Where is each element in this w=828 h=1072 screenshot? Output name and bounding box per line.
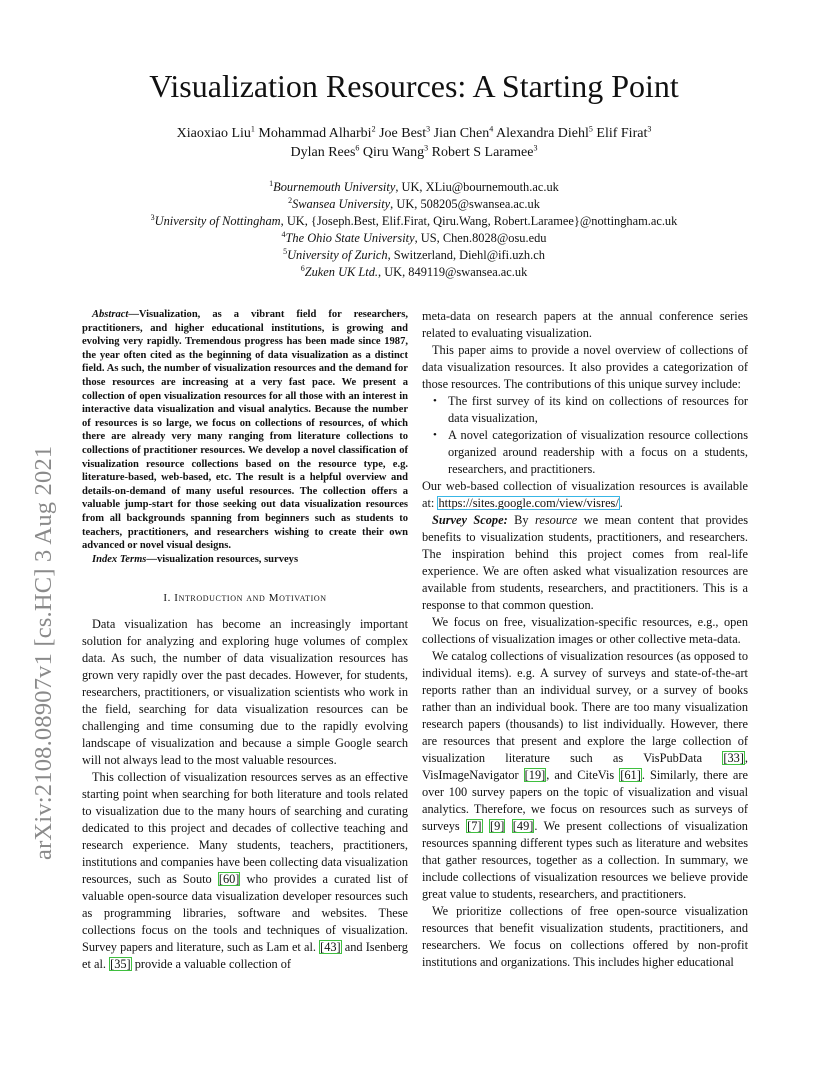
survey-scope-lead: Survey Scope: bbox=[432, 513, 508, 527]
author-name: Xiaoxiao Liu bbox=[176, 126, 251, 141]
focus-paragraph: We focus on free, visualization-specific resources, e.g., open collections of visualization images or other collective meta-data. bbox=[422, 615, 748, 646]
citation-link[interactable]: [7] bbox=[467, 819, 482, 833]
author-name: Dylan Rees bbox=[290, 145, 356, 160]
author-name: Elif Firat bbox=[596, 126, 648, 141]
affiliation-line bbox=[60, 213, 768, 230]
abstract bbox=[82, 308, 408, 553]
institution-name: Bournemouth University bbox=[273, 180, 396, 194]
affiliation-details: , UK, 849119@swansea.ac.uk bbox=[378, 264, 528, 279]
abstract-lead: Abstract bbox=[92, 309, 129, 320]
author bbox=[290, 145, 359, 160]
author bbox=[363, 145, 428, 160]
author-affiliation-number: 3 bbox=[647, 124, 652, 134]
text-run: . Similarly, there are over 100 survey papers on the topic of visualization and visual analytics. Therefore, we focus on resources such as surveys of surveys bbox=[422, 768, 748, 833]
author-affiliation-number: 4 bbox=[489, 124, 494, 134]
author-affiliation-number: 2 bbox=[371, 124, 376, 134]
text-run: and Isenberg et al. bbox=[82, 940, 408, 972]
text-run: resource bbox=[535, 513, 578, 527]
bullet-icon: • bbox=[433, 395, 437, 407]
author bbox=[379, 126, 430, 141]
author bbox=[496, 126, 593, 141]
list-item-text: The first survey of its kind on collections of resources for data visualization, bbox=[448, 394, 748, 425]
author-list bbox=[100, 124, 728, 162]
institution-name: Zuken UK Ltd. bbox=[304, 264, 379, 279]
list-item-text: A novel categorization of visualization resource collections organized around readership with a focus on a students, researchers, and practitioners. bbox=[448, 428, 748, 476]
affiliation-line bbox=[60, 196, 768, 213]
affiliation-line bbox=[60, 247, 768, 264]
citation-link[interactable]: [49] bbox=[512, 819, 534, 833]
author-affiliation-number: 5 bbox=[588, 124, 593, 134]
text-run: who provides a curated list of valuable open-source data visualization developer resources such as programming libraries, software and websites. These collections focus on the tools and techniques of visualization. Survey papers and literature, such as Lam et al. bbox=[82, 872, 408, 955]
citation-link[interactable]: [43] bbox=[320, 940, 341, 955]
list-item bbox=[433, 427, 748, 478]
affiliation-details: , UK, 508205@swansea.ac.uk bbox=[390, 196, 540, 211]
institution-name: University of Zurich bbox=[287, 247, 388, 262]
left-column bbox=[82, 308, 408, 973]
affiliation-details: , Switzerland, Diehl@ifi.uzh.ch bbox=[387, 247, 545, 262]
arxiv-identifier-stamp: arXiv:2108.08907v1 [cs.HC] 3 Aug 2021 bbox=[30, 445, 57, 860]
text-run: By bbox=[507, 513, 536, 527]
text-run: This collection of visualization resources serves as an effective starting point when searching for both literature and tools related to visualization due to the many hours of searching and curating dedicated to this project and decades of collective teaching and research experience. Many students, teachers, practitioners, institutions and companies have been collecting data visualization resources, such as Souto bbox=[82, 770, 408, 887]
citation-link[interactable]: [35] bbox=[110, 957, 131, 972]
author-affiliation-number: 1 bbox=[250, 124, 255, 134]
text-run: We catalog collections of visualization resources (as opposed to individual items). e.g. A survey of surveys and state-of-the-art reports rather than an individual survey, or a survey of books rather than an individual book. There are too many visualization research papers (thousands) to list individually. However, there are resources that present and explore the large collection of visualization literature such as VisPubData bbox=[422, 649, 748, 765]
author-affiliation-number: 3 bbox=[533, 143, 538, 153]
text-run: , VisImageNavigator bbox=[422, 751, 748, 782]
affiliation-line bbox=[60, 179, 768, 196]
section-heading-introduction: I. Introduction and Motivation bbox=[163, 592, 327, 605]
author-name: Joe Best bbox=[379, 126, 427, 141]
prioritize-paragraph: We prioritize collections of free open-source visualization resources that benefit visualization students, practitioners, and researchers. We focus on collections offered by non-profit institutions and organizations. This includes higher educational bbox=[422, 904, 748, 969]
affiliation-line bbox=[60, 230, 768, 247]
author-name: Robert S Laramee bbox=[431, 145, 534, 160]
affiliation-details: , UK, XLiu@bournemouth.ac.uk bbox=[395, 180, 559, 194]
website-link[interactable]: https://sites.google.com/view/visres/ bbox=[438, 496, 619, 510]
author-affiliation-number: 3 bbox=[426, 124, 431, 134]
text-run: provide a valuable collection of bbox=[131, 957, 292, 972]
continued-paragraph: meta-data on research papers at the annual conference series related to evaluating visualization. bbox=[422, 309, 748, 340]
affiliation-number: 3 bbox=[150, 212, 155, 222]
intro-paragraph-2 bbox=[82, 769, 408, 973]
survey-scope-paragraph bbox=[422, 512, 748, 614]
affiliation-number: 4 bbox=[281, 229, 286, 239]
citation-link[interactable]: [61] bbox=[620, 768, 641, 782]
author bbox=[177, 126, 255, 141]
affiliation-line bbox=[60, 264, 768, 281]
citation-link[interactable]: [60] bbox=[218, 872, 240, 887]
author bbox=[434, 126, 494, 141]
index-terms-text: —visualization resources, surveys bbox=[146, 553, 299, 565]
institution-name: University of Nottingham bbox=[154, 213, 281, 228]
right-column bbox=[422, 308, 748, 971]
text-run: . bbox=[619, 496, 623, 510]
abstract-text: —Visualization, as a vibrant field for researchers, practitioners, and higher educational institutions, is growing and evolving very rapidly. Tremendous progress has been made since 1987, the year often cited as the beginning of data visualization as a distinct field. As such, the number of visualization resources and the demand for those resources are increasing at a very fast pace. We present a collection of open visualization resources for all those with an interest in interactive data visualization and visual analytics. Because the number of resources is so large, we focus on collections of resources, of which there are already very many ranging from literature collections to collections of practitioner resources. We develop a novel classification of visualization resource collections based on the resource type, e.g. literature-based, web-based, etc. The result is a helpful overview and details-on-demand of many useful resources. The collection offers a valuable jump-start for those seeking out data visualization resources from all backgrounds spanning from beginners such as students to teachers, practitioners, and researchers wishing to create their own advanced or novel visual designs. bbox=[82, 309, 408, 552]
bullet-icon: • bbox=[433, 429, 437, 441]
affiliation-details: , US, Chen.8028@osu.edu bbox=[414, 230, 547, 245]
affiliation-number: 2 bbox=[288, 195, 293, 205]
index-terms-lead: Index Terms bbox=[92, 553, 147, 565]
list-item bbox=[433, 393, 748, 427]
author bbox=[596, 126, 651, 141]
aims-paragraph: This paper aims to provide a novel overview of collections of data visualization resources. It also provides a categorization of those resources. The contributions of this unique survey include: bbox=[422, 343, 748, 391]
intro-paragraph-1: Data visualization has become an increasingly important solution for analyzing and exploring huge volumes of complex data. As such, the number of data visualization resources has grown very rapidly over the past decades. However, for students, researchers, practitioners, or visualization scientists who work in the field, searching for data visualization resources can be challenging and time consuming due to the rapidly evolving landscape of visualization and because a simple Google search will not always lead to the most valuable resources. bbox=[82, 617, 408, 768]
affiliation-number: 5 bbox=[283, 246, 288, 256]
contributions-list bbox=[422, 393, 748, 478]
paper-title: Visualization Resources: A Starting Point bbox=[149, 68, 679, 104]
web-collection-paragraph bbox=[422, 478, 748, 512]
affiliation-number: 6 bbox=[300, 263, 305, 273]
author-name: Alexandra Diehl bbox=[495, 126, 589, 141]
author bbox=[258, 126, 375, 141]
author bbox=[432, 145, 538, 160]
catalog-paragraph bbox=[422, 648, 748, 903]
index-terms bbox=[82, 553, 408, 567]
author-name: Jian Chen bbox=[433, 126, 490, 141]
institution-name: Swansea University bbox=[292, 196, 391, 211]
affiliation-details: , UK, {Joseph.Best, Elif.Firat, Qiru.Wang, Robert.Laramee}@nottingham.ac.uk bbox=[280, 213, 678, 228]
author-affiliation-number: 3 bbox=[424, 143, 429, 153]
citation-link[interactable]: [9] bbox=[489, 819, 505, 833]
author-name: Mohammad Alharbi bbox=[258, 126, 372, 141]
citation-link[interactable]: [33] bbox=[723, 751, 744, 765]
affiliation-list bbox=[60, 179, 768, 280]
author-name: Qiru Wang bbox=[362, 145, 425, 160]
text-run: we mean content that provides benefits to visualization students, practitioners, and researchers. The inspiration behind this project comes from real-life experience. We are often asked what visualization resources are available from students, researchers, and practitioners. This is a response to that common question. bbox=[422, 513, 749, 612]
institution-name: The Ohio State University bbox=[285, 230, 415, 245]
text-run: , and CiteVis bbox=[546, 768, 620, 782]
text-run: Our web-based collection of visualization resources is available at: bbox=[422, 479, 748, 510]
text-run: . We present collections of visualization resources spanning different types such as literature and websites that gather resources, together as a collection. In summary, we include collections of visualization resources we believe provide great value to students, researchers, and practitioners. bbox=[422, 819, 748, 901]
author-affiliation-number: 6 bbox=[355, 143, 360, 153]
affiliation-number: 1 bbox=[269, 178, 274, 188]
citation-link[interactable]: [19] bbox=[524, 768, 546, 782]
